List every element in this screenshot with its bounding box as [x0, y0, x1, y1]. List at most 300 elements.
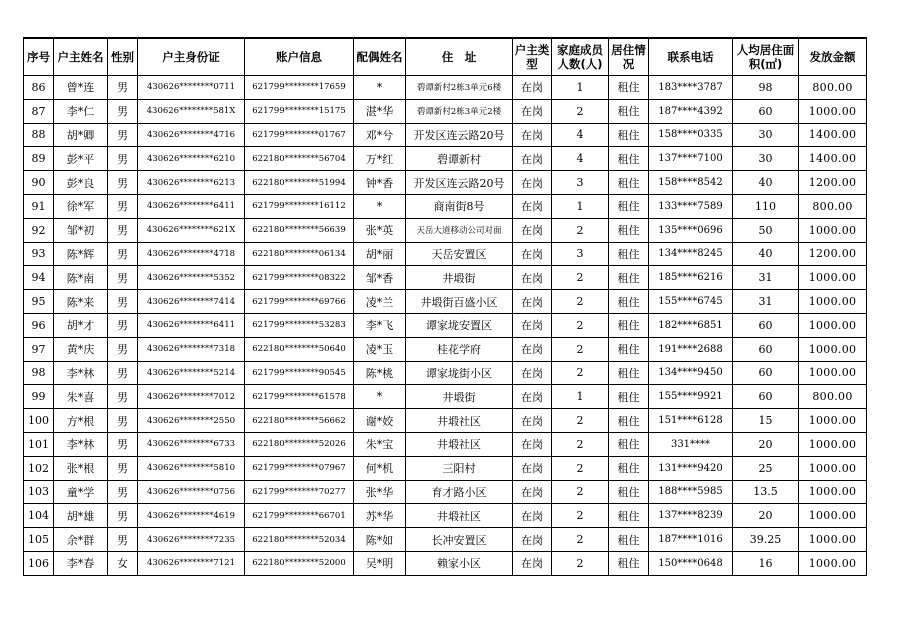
- cell-address: 开发区连云路20号: [406, 123, 513, 147]
- cell-spouse: 何*机: [354, 456, 406, 480]
- cell-area: 110: [733, 194, 799, 218]
- cell-account: 621799********07967: [245, 456, 354, 480]
- cell-account: 621799********66701: [245, 504, 354, 528]
- cell-name: 李*春: [54, 551, 108, 575]
- table-row: [24, 194, 867, 218]
- cell-spouse: 苏*华: [354, 504, 406, 528]
- cell-account: 622180********52000: [245, 551, 354, 575]
- header-housing: 居住情况: [609, 38, 649, 76]
- cell-gender: 男: [108, 480, 138, 504]
- table-row: [24, 361, 867, 385]
- cell-id-card: 430626********6411: [138, 194, 245, 218]
- cell-name: 李*林: [54, 432, 108, 456]
- cell-head-type: 在岗: [513, 551, 552, 575]
- header-seq: 序号: [24, 38, 54, 76]
- cell-amount: 800.00: [799, 385, 867, 409]
- cell-area: 60: [733, 99, 799, 123]
- cell-area: 50: [733, 218, 799, 242]
- cell-phone: 187****1016: [649, 528, 733, 552]
- cell-head-type: 在岗: [513, 147, 552, 171]
- cell-gender: 男: [108, 218, 138, 242]
- cell-gender: 男: [108, 147, 138, 171]
- cell-seq: 93: [24, 242, 54, 266]
- cell-phone: 183****3787: [649, 76, 733, 100]
- header-amount: 发放金额: [799, 38, 867, 76]
- cell-id-card: 430626********6213: [138, 171, 245, 195]
- header-address: 住 址: [406, 38, 513, 76]
- cell-housing: 租住: [609, 313, 649, 337]
- cell-family: 4: [552, 123, 609, 147]
- cell-spouse: *: [354, 194, 406, 218]
- cell-seq: 99: [24, 385, 54, 409]
- cell-address: 井塅街百盛小区: [406, 290, 513, 314]
- cell-head-type: 在岗: [513, 480, 552, 504]
- cell-head-type: 在岗: [513, 432, 552, 456]
- cell-amount: 1000.00: [799, 528, 867, 552]
- cell-id-card: 430626********4716: [138, 123, 245, 147]
- cell-account: 621799********16112: [245, 194, 354, 218]
- cell-address: 赖家小区: [406, 551, 513, 575]
- cell-family: 2: [552, 551, 609, 575]
- cell-seq: 103: [24, 480, 54, 504]
- table-row: [24, 337, 867, 361]
- cell-family: 3: [552, 242, 609, 266]
- table-row: [24, 456, 867, 480]
- cell-phone: 188****5985: [649, 480, 733, 504]
- cell-housing: 租住: [609, 242, 649, 266]
- cell-housing: 租住: [609, 290, 649, 314]
- cell-phone: 187****4392: [649, 99, 733, 123]
- cell-seq: 105: [24, 528, 54, 552]
- cell-family: 4: [552, 147, 609, 171]
- cell-area: 60: [733, 337, 799, 361]
- cell-name: 彭*良: [54, 171, 108, 195]
- cell-spouse: 朱*宝: [354, 432, 406, 456]
- cell-gender: 男: [108, 432, 138, 456]
- cell-id-card: 430626********6411: [138, 313, 245, 337]
- cell-phone: 185****6216: [649, 266, 733, 290]
- cell-address: 桂花学府: [406, 337, 513, 361]
- cell-gender: 男: [108, 528, 138, 552]
- cell-area: 30: [733, 123, 799, 147]
- cell-address: 三阳村: [406, 456, 513, 480]
- header-spouse: 配偶姓名: [354, 38, 406, 76]
- cell-spouse: 吴*明: [354, 551, 406, 575]
- cell-family: 2: [552, 504, 609, 528]
- table-row: [24, 480, 867, 504]
- cell-area: 30: [733, 147, 799, 171]
- cell-gender: 男: [108, 313, 138, 337]
- cell-family: 2: [552, 99, 609, 123]
- cell-housing: 租住: [609, 337, 649, 361]
- cell-id-card: 430626********0711: [138, 76, 245, 100]
- cell-seq: 95: [24, 290, 54, 314]
- cell-amount: 1000.00: [799, 456, 867, 480]
- cell-area: 60: [733, 385, 799, 409]
- cell-head-type: 在岗: [513, 194, 552, 218]
- cell-account: 622180********06134: [245, 242, 354, 266]
- cell-address: 长冲安置区: [406, 528, 513, 552]
- cell-account: 622180********56662: [245, 409, 354, 433]
- cell-head-type: 在岗: [513, 218, 552, 242]
- cell-area: 39.25: [733, 528, 799, 552]
- cell-id-card: 430626********7318: [138, 337, 245, 361]
- cell-family: 3: [552, 171, 609, 195]
- cell-amount: 1000.00: [799, 218, 867, 242]
- cell-seq: 89: [24, 147, 54, 171]
- cell-amount: 1000.00: [799, 409, 867, 433]
- cell-name: 陈*辉: [54, 242, 108, 266]
- cell-id-card: 430626********7414: [138, 290, 245, 314]
- table-row: [24, 99, 867, 123]
- cell-family: 2: [552, 266, 609, 290]
- cell-account: 621799********17659: [245, 76, 354, 100]
- cell-id-card: 430626********7012: [138, 385, 245, 409]
- cell-address: 谭家垅安置区: [406, 313, 513, 337]
- cell-area: 98: [733, 76, 799, 100]
- cell-gender: 男: [108, 337, 138, 361]
- cell-account: 622180********56639: [245, 218, 354, 242]
- cell-head-type: 在岗: [513, 99, 552, 123]
- cell-amount: 1000.00: [799, 290, 867, 314]
- cell-area: 25: [733, 456, 799, 480]
- cell-address: 碧谭新村: [406, 147, 513, 171]
- header-area: 人均居住面积(㎡): [733, 38, 799, 76]
- table-row: [24, 432, 867, 456]
- cell-head-type: 在岗: [513, 313, 552, 337]
- cell-address: 育才路小区: [406, 480, 513, 504]
- cell-name: 黄*庆: [54, 337, 108, 361]
- cell-gender: 男: [108, 242, 138, 266]
- cell-account: 621799********08322: [245, 266, 354, 290]
- cell-seq: 91: [24, 194, 54, 218]
- subsidy-table: [23, 37, 867, 576]
- cell-spouse: *: [354, 385, 406, 409]
- cell-housing: 租住: [609, 99, 649, 123]
- table-row: [24, 528, 867, 552]
- cell-id-card: 430626********4619: [138, 504, 245, 528]
- cell-seq: 94: [24, 266, 54, 290]
- cell-id-card: 430626********4718: [138, 242, 245, 266]
- cell-phone: 158****8542: [649, 171, 733, 195]
- cell-head-type: 在岗: [513, 171, 552, 195]
- cell-spouse: 陈*如: [354, 528, 406, 552]
- cell-housing: 租住: [609, 409, 649, 433]
- cell-gender: 男: [108, 361, 138, 385]
- cell-amount: 1200.00: [799, 242, 867, 266]
- cell-area: 40: [733, 242, 799, 266]
- cell-housing: 租住: [609, 171, 649, 195]
- cell-address: 井塅社区: [406, 432, 513, 456]
- cell-amount: 1400.00: [799, 123, 867, 147]
- table-row: [24, 504, 867, 528]
- cell-account: 621799********61578: [245, 385, 354, 409]
- cell-amount: 1000.00: [799, 99, 867, 123]
- cell-id-card: 430626********5810: [138, 456, 245, 480]
- cell-amount: 1200.00: [799, 171, 867, 195]
- header-gender: 性别: [108, 38, 138, 76]
- cell-housing: 租住: [609, 194, 649, 218]
- cell-account: 621799********90545: [245, 361, 354, 385]
- cell-gender: 男: [108, 194, 138, 218]
- cell-family: 2: [552, 290, 609, 314]
- cell-head-type: 在岗: [513, 290, 552, 314]
- cell-family: 2: [552, 361, 609, 385]
- cell-head-type: 在岗: [513, 266, 552, 290]
- cell-gender: 男: [108, 123, 138, 147]
- cell-area: 20: [733, 504, 799, 528]
- cell-seq: 88: [24, 123, 54, 147]
- cell-family: 1: [552, 385, 609, 409]
- cell-housing: 租住: [609, 76, 649, 100]
- cell-head-type: 在岗: [513, 123, 552, 147]
- cell-spouse: *: [354, 76, 406, 100]
- header-row: [24, 38, 867, 76]
- cell-account: 622180********52034: [245, 528, 354, 552]
- table-row: [24, 409, 867, 433]
- cell-family: 2: [552, 313, 609, 337]
- header-name: 户主姓名: [54, 38, 108, 76]
- cell-spouse: 凌*玉: [354, 337, 406, 361]
- cell-gender: 男: [108, 99, 138, 123]
- table-row: [24, 385, 867, 409]
- cell-family: 2: [552, 432, 609, 456]
- cell-housing: 租住: [609, 361, 649, 385]
- header-account: 账户信息: [245, 38, 354, 76]
- cell-phone: 137****7100: [649, 147, 733, 171]
- cell-id-card: 430626********7235: [138, 528, 245, 552]
- cell-spouse: 湛*华: [354, 99, 406, 123]
- table-row: [24, 290, 867, 314]
- cell-id-card: 430626********621X: [138, 218, 245, 242]
- cell-family: 2: [552, 409, 609, 433]
- cell-gender: 男: [108, 290, 138, 314]
- cell-amount: 800.00: [799, 76, 867, 100]
- cell-phone: 151****6128: [649, 409, 733, 433]
- cell-amount: 1000.00: [799, 266, 867, 290]
- cell-phone: 133****7589: [649, 194, 733, 218]
- header-id-card: 户主身份证: [138, 38, 245, 76]
- cell-head-type: 在岗: [513, 528, 552, 552]
- cell-area: 13.5: [733, 480, 799, 504]
- cell-housing: 租住: [609, 123, 649, 147]
- cell-phone: 135****0696: [649, 218, 733, 242]
- table-row: [24, 313, 867, 337]
- cell-phone: 155****6745: [649, 290, 733, 314]
- cell-gender: 男: [108, 171, 138, 195]
- cell-id-card: 430626********5352: [138, 266, 245, 290]
- cell-phone: 191****2688: [649, 337, 733, 361]
- cell-gender: 男: [108, 266, 138, 290]
- cell-account: 621799********15175: [245, 99, 354, 123]
- cell-name: 彭*平: [54, 147, 108, 171]
- cell-head-type: 在岗: [513, 337, 552, 361]
- cell-account: 621799********01767: [245, 123, 354, 147]
- table-row: [24, 123, 867, 147]
- cell-seq: 102: [24, 456, 54, 480]
- cell-gender: 男: [108, 385, 138, 409]
- cell-head-type: 在岗: [513, 76, 552, 100]
- cell-address: 开发区连云路20号: [406, 171, 513, 195]
- cell-amount: 1000.00: [799, 551, 867, 575]
- cell-account: 621799********53283: [245, 313, 354, 337]
- cell-id-card: 430626********6210: [138, 147, 245, 171]
- cell-amount: 1000.00: [799, 361, 867, 385]
- cell-address: 井塅街: [406, 385, 513, 409]
- cell-address: 井塅社区: [406, 409, 513, 433]
- cell-name: 张*根: [54, 456, 108, 480]
- cell-name: 李*仁: [54, 99, 108, 123]
- cell-name: 陈*来: [54, 290, 108, 314]
- cell-housing: 租住: [609, 266, 649, 290]
- cell-seq: 97: [24, 337, 54, 361]
- cell-spouse: 陈*桃: [354, 361, 406, 385]
- cell-housing: 租住: [609, 432, 649, 456]
- cell-account: 621799********70277: [245, 480, 354, 504]
- cell-seq: 104: [24, 504, 54, 528]
- cell-housing: 租住: [609, 551, 649, 575]
- cell-housing: 租住: [609, 528, 649, 552]
- cell-account: 621799********69766: [245, 290, 354, 314]
- cell-name: 胡*雄: [54, 504, 108, 528]
- cell-id-card: 430626********2550: [138, 409, 245, 433]
- cell-head-type: 在岗: [513, 385, 552, 409]
- cell-phone: 150****0648: [649, 551, 733, 575]
- cell-seq: 101: [24, 432, 54, 456]
- cell-name: 陈*南: [54, 266, 108, 290]
- cell-phone: 134****9450: [649, 361, 733, 385]
- table-row: [24, 218, 867, 242]
- cell-seq: 100: [24, 409, 54, 433]
- table-row: [24, 242, 867, 266]
- cell-address: 谭家垅街小区: [406, 361, 513, 385]
- cell-gender: 男: [108, 409, 138, 433]
- cell-spouse: 张*华: [354, 480, 406, 504]
- table-body: [24, 76, 867, 576]
- cell-spouse: 凌*兰: [354, 290, 406, 314]
- cell-head-type: 在岗: [513, 361, 552, 385]
- cell-housing: 租住: [609, 385, 649, 409]
- table-row: [24, 147, 867, 171]
- cell-seq: 86: [24, 76, 54, 100]
- cell-phone: 331****: [649, 432, 733, 456]
- table-row: [24, 266, 867, 290]
- cell-name: 童*学: [54, 480, 108, 504]
- cell-housing: 租住: [609, 480, 649, 504]
- cell-address: 天岳大道移动公司对面: [406, 218, 513, 242]
- cell-account: 622180********52026: [245, 432, 354, 456]
- cell-housing: 租住: [609, 218, 649, 242]
- cell-name: 邹*初: [54, 218, 108, 242]
- cell-phone: 134****8245: [649, 242, 733, 266]
- cell-name: 余*群: [54, 528, 108, 552]
- cell-head-type: 在岗: [513, 456, 552, 480]
- cell-address: 碧谭新村2栋3单元2楼: [406, 99, 513, 123]
- cell-family: 2: [552, 337, 609, 361]
- cell-account: 622180********51994: [245, 171, 354, 195]
- cell-name: 胡*卿: [54, 123, 108, 147]
- cell-phone: 155****9921: [649, 385, 733, 409]
- header-phone: 联系电话: [649, 38, 733, 76]
- cell-spouse: 万*红: [354, 147, 406, 171]
- cell-amount: 1000.00: [799, 313, 867, 337]
- cell-spouse: 谢*姣: [354, 409, 406, 433]
- cell-seq: 87: [24, 99, 54, 123]
- cell-amount: 1000.00: [799, 337, 867, 361]
- cell-head-type: 在岗: [513, 409, 552, 433]
- cell-area: 20: [733, 432, 799, 456]
- cell-seq: 96: [24, 313, 54, 337]
- cell-address: 井塅社区: [406, 504, 513, 528]
- cell-name: 方*根: [54, 409, 108, 433]
- cell-phone: 137****8239: [649, 504, 733, 528]
- cell-phone: 158****0335: [649, 123, 733, 147]
- cell-amount: 1000.00: [799, 480, 867, 504]
- cell-address: 碧谭新村2栋3单元6楼: [406, 76, 513, 100]
- cell-spouse: 钟*香: [354, 171, 406, 195]
- cell-spouse: 胡*丽: [354, 242, 406, 266]
- cell-area: 15: [733, 409, 799, 433]
- cell-housing: 租住: [609, 504, 649, 528]
- cell-family: 1: [552, 194, 609, 218]
- header-family: 家庭成员人数(人): [552, 38, 609, 76]
- cell-area: 60: [733, 313, 799, 337]
- cell-gender: 男: [108, 76, 138, 100]
- cell-family: 1: [552, 76, 609, 100]
- cell-spouse: 邹*香: [354, 266, 406, 290]
- cell-name: 曾*连: [54, 76, 108, 100]
- cell-id-card: 430626********581X: [138, 99, 245, 123]
- cell-housing: 租住: [609, 456, 649, 480]
- cell-id-card: 430626********6733: [138, 432, 245, 456]
- cell-gender: 女: [108, 551, 138, 575]
- cell-head-type: 在岗: [513, 504, 552, 528]
- cell-address: 天岳安置区: [406, 242, 513, 266]
- cell-phone: 131****9420: [649, 456, 733, 480]
- cell-family: 2: [552, 456, 609, 480]
- cell-family: 2: [552, 480, 609, 504]
- cell-amount: 1000.00: [799, 504, 867, 528]
- cell-seq: 90: [24, 171, 54, 195]
- cell-area: 16: [733, 551, 799, 575]
- cell-name: 李*林: [54, 361, 108, 385]
- cell-phone: 182****6851: [649, 313, 733, 337]
- cell-address: 井塅街: [406, 266, 513, 290]
- cell-family: 2: [552, 528, 609, 552]
- cell-family: 2: [552, 218, 609, 242]
- cell-account: 622180********50640: [245, 337, 354, 361]
- cell-spouse: 张*英: [354, 218, 406, 242]
- cell-seq: 106: [24, 551, 54, 575]
- cell-name: 徐*军: [54, 194, 108, 218]
- cell-gender: 男: [108, 456, 138, 480]
- cell-gender: 男: [108, 504, 138, 528]
- cell-id-card: 430626********5214: [138, 361, 245, 385]
- cell-head-type: 在岗: [513, 242, 552, 266]
- cell-area: 31: [733, 266, 799, 290]
- cell-address: 商南街8号: [406, 194, 513, 218]
- cell-id-card: 430626********7121: [138, 551, 245, 575]
- cell-amount: 1000.00: [799, 432, 867, 456]
- cell-seq: 92: [24, 218, 54, 242]
- table-row: [24, 551, 867, 575]
- cell-spouse: 邓*兮: [354, 123, 406, 147]
- table-row: [24, 171, 867, 195]
- cell-seq: 98: [24, 361, 54, 385]
- cell-amount: 800.00: [799, 194, 867, 218]
- cell-area: 31: [733, 290, 799, 314]
- cell-amount: 1400.00: [799, 147, 867, 171]
